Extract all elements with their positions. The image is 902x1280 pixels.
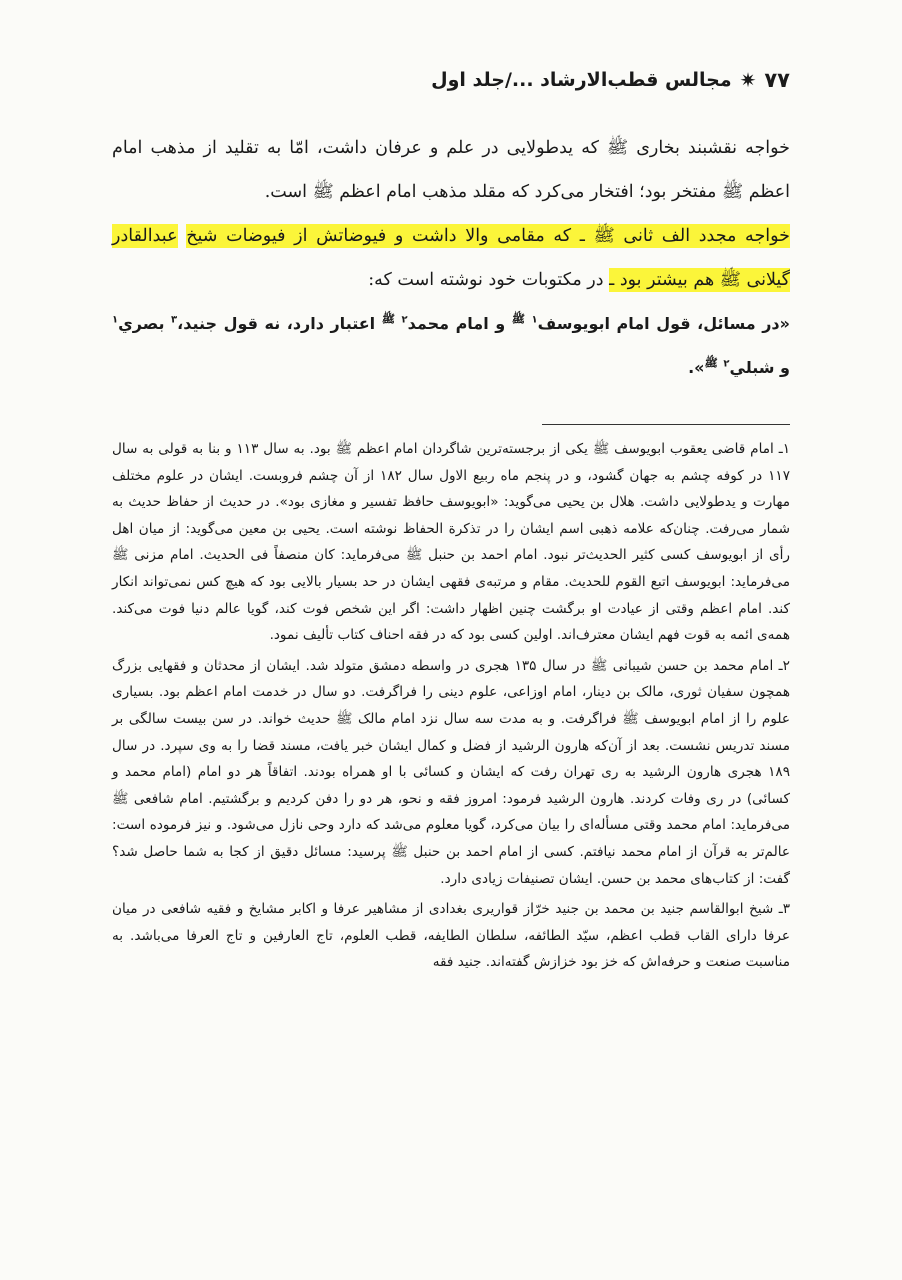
main-text — [112, 126, 790, 390]
paragraph-text: در مکتوبات خود نوشته است که: — [368, 270, 604, 290]
star-ornament-icon: ✷ — [739, 68, 757, 92]
quote-text: ». — [688, 358, 705, 377]
honorific-glyph: ﷺ — [381, 312, 395, 326]
running-header-title: مجالس قطب‌الارشاد ...‌/جلد اول — [431, 69, 732, 91]
footnote-ref: ۲ — [401, 314, 408, 326]
quote-text: اعتبار دارد، نه قول جنید، — [177, 314, 376, 333]
footnote: ۱ـ امام قاضی یعقوب ابویوسف ﷺ یکی از برجسته‌ترین شاگردان امام اعظم ﷺ بود. به سال ۱۱۳ و بنا به قولی به سال ۱۱۷ در کوفه چشم به جهان گشود، و در پنجم ماه ربیع الاول سال ۱۸۲ از آن چشم فروبست. ایشان در علوم مختلف مهارت و یدطولایی داشت. هلال بن یحیی می‌گوید: «ابویوسف حافظ تفسیر و مغازی بود». در حدیث از حفاظ حدیث به شمار می‌رفت. چنان‌که علامه ذهبی اسم ایشان را در تذکرة الحفاظ نوشته است. یحیی بن معین می‌گوید: از میان اهل رأی از ابویوسف کسی کثیر الحدیث‌تر نبود. امام احمد بن حنبل ﷺ می‌فرماید: کان منصفاً فی الحدیث. امام مزنی ﷺ می‌فرماید: ابویوسف اتبع القوم للحدیث. مقام و مرتبه‌ی فقهی ایشان در حد بسیار بالایی بود که هیچ کس نمی‌تواند انکار کند. امام اعظم وقتی از عیادت او برگشت چنین اظهار داشت: اگر این شخص فوت کند، گویا عالم دنیا فوت می‌کند. همه‌ی ائمه به قوت فهم ایشان معترف‌اند. اولین کسی بود که در فقه احناف کتاب تألیف نمود. — [112, 441, 790, 644]
paragraph-mujaddid — [112, 214, 790, 302]
quote-text: «در مسائل، قول امام ابویوسف — [537, 314, 790, 333]
highlighted-text: عبدالقادر گیلانی ﷺ هم بیشتر بود ـ — [112, 226, 790, 290]
footnotes — [112, 436, 790, 980]
footnote-ref: ۲ — [723, 358, 730, 370]
footnote: ۲ـ امام محمد بن حسن شیبانی ﷺ در سال ۱۳۵ هجری در واسطه دمشق متولد شد. ایشان از محدثان و فقهایی بزرگ همچون سفیان ثوری، مالک بن دینار، امام اوزاعی، علوم دینی را فراگرفت. دو سال در خدمت امام اعظم بود. بسیاری علوم را از امام ابویوسف ﷺ فراگرفت. و به مدت سه سال نزد امام مالک ﷺ حدیث خواند. در سن بیست سالگی بر مسند تدریس نشست. بعد از آن‌که هارون الرشید از فضل و کمال ایشان خبر یافت، مسند قضا را به وی سپرد. در سال ۱۸۹ هجری هارون الرشید به ری تهران رفت که ایشان و کسائی با او همراه بودند. اتفاقاً هر دو امام (امام محمد و کسائی) در ری وفات کردند. هارون الرشید فرمود: امروز فقه و نحو، هر دو را دفن کردیم و برگشتیم. امام شافعی ﷺ می‌فرماید: امام محمد وقتی مسأله‌ای را بیان می‌کرد، گویا معلوم می‌شد که دارد وحی نازل می‌شود. و نیز فرموده است: عالم‌تر به قرآن از امام محمد نیافتم. کسی از امام احمد بن حنبل ﷺ پرسید: مسائل دقیق از کجا به شما حاصل شد؟ گفت: از کتاب‌های محمد بن حسن. ایشان تصنیفات زیادی دارد. — [112, 657, 790, 887]
honorific-glyph: ﷺ — [511, 312, 526, 326]
footnote-ref: ۳ — [171, 314, 178, 326]
footnote-divider — [542, 424, 790, 425]
page-number: ۷۷ — [764, 68, 790, 92]
highlighted-text: خواجه مجدد الف ثانی ﷺ ـ که مقامی والا داشت و فیوضاتش از فیوضات شیخ — [186, 226, 790, 246]
quote-text: بصري — [118, 314, 165, 333]
honorific-glyph: ﷺ — [704, 356, 718, 370]
quote-text: و شبلي — [729, 358, 790, 377]
footnote: ۳ـ شیخ ابوالقاسم جنید بن محمد بن جنید خرّاز قواریری بغدادی از مشاهیر عرفا و اکابر مشایخ و فقیه شافعی در میان عرفا دارای القاب قطب اعظم، سیّد الطائفه، سلطان الطایفه، قطب العلوم، تاج العارفین و تاج العرفا می‌باشد. به مناسبت صنعت و حرفه‌اش که خز بود خزازش گفته‌اند. جنید فقه — [112, 901, 790, 971]
quotation — [112, 302, 790, 390]
running-header — [112, 62, 790, 98]
footnote-ref: ۱ — [531, 314, 538, 326]
footnote-ref: ۱ — [112, 314, 119, 326]
paragraph-naqshband: خواجه نقشبند بخاری ﷺ که یدطولایی در علم و عرفان داشت، امّا به تقلید از مذهب امام اعظم ﷺ مفتخر بود؛ افتخار می‌کرد که مقلد مذهب امام اعظم ﷺ است. — [112, 138, 790, 202]
quote-text: و امام محمد — [407, 314, 506, 333]
